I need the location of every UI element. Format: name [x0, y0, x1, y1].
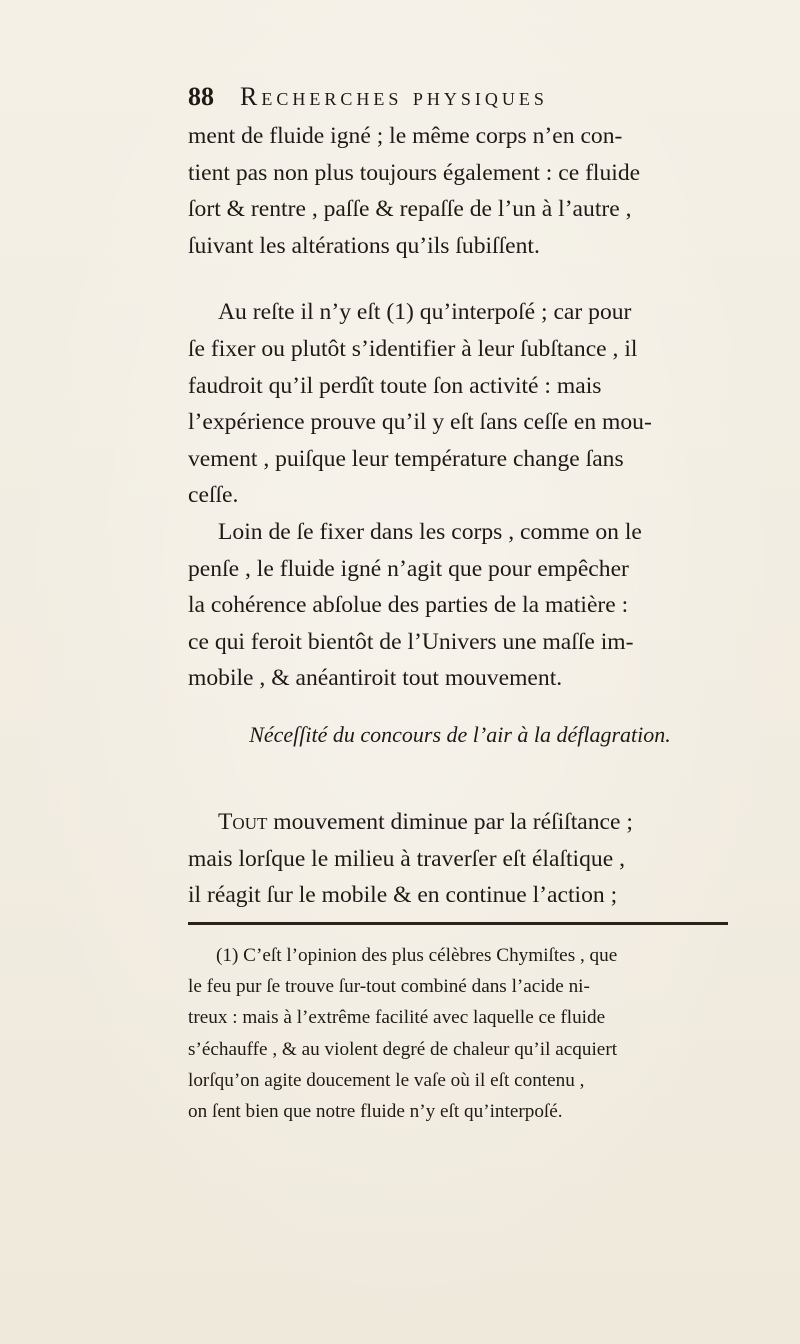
text-line: Au reſte il n’y eſt (1) qu’interpoſé ; car pour [218, 299, 632, 326]
paragraph-2 [188, 294, 728, 514]
footnote-line: (1) C’eſt l’opinion des plus célèbres Chymiſtes , que [216, 945, 618, 966]
text-line: ſort & rentre , paſſe & repaſſe de l’un à l’autre , [188, 196, 632, 223]
footnote-divider [188, 922, 728, 925]
text-line: vement , puiſque leur température change ſans [188, 445, 624, 472]
text-line: tient pas non plus toujours également : ce fluide [188, 159, 641, 186]
footnote [188, 940, 728, 1127]
footnote-line: s’échauffe , & au violent degré de chaleur qu’il acquiert [188, 1038, 618, 1060]
text-line: il réagit ſur le mobile & en continue l’action ; [188, 882, 618, 909]
text-line: la cohérence abſolue des parties de la matière : [188, 592, 629, 619]
paragraph-4 [188, 804, 728, 914]
text-line: l’expérience prouve qu’il y eſt ſans ceſſe en mou- [188, 409, 652, 436]
text-line: ceſſe. [188, 482, 239, 509]
text-line [188, 804, 728, 841]
section-heading: Néceſſité du concours de l’air à la déflagration. [249, 722, 671, 747]
text-line: ce qui feroit bientôt de l’Univers une maſſe im- [188, 628, 634, 655]
running-head: Recherches physiques [240, 82, 548, 111]
body-text [188, 118, 728, 697]
paragraph-3 [188, 514, 728, 697]
first-word: Tout [218, 809, 268, 835]
footnote-line: on ſent bien que notre fluide n’y eſt qu’interpoſé. [188, 1101, 563, 1123]
page-number: 88 [188, 82, 214, 111]
footnote-line: le feu pur ſe trouve ſur-tout combiné dans l’acide ni- [188, 976, 590, 998]
text-line: mobile , & anéantiroit tout mouvement. [188, 665, 563, 692]
text-line: ment de fluide igné ; le même corps n’en con- [188, 123, 623, 149]
text-line: ſe fixer ou plutôt s’identifier à leur ſubſtance , il [188, 335, 638, 362]
line-rest: mouvement diminue par la réſiſtance ; [267, 809, 633, 835]
text-line: faudroit qu’il perdît toute ſon activité : mais [188, 372, 602, 399]
text-line: penſe , le fluide igné n’agit que pour empêcher [188, 555, 629, 582]
text-line: ſuivant les altérations qu’ils ſubiſſent. [188, 232, 540, 259]
text-line: mais lorſque le milieu à traverſer eſt élaſtique , [188, 845, 625, 872]
footnote-line: treux : mais à l’extrême facilité avec laquelle ce fluide [188, 1007, 606, 1029]
page-header [188, 82, 658, 122]
paragraph-1 [188, 118, 728, 264]
text-line: Loin de ſe fixer dans les corps , comme on le [218, 518, 642, 545]
footnote-line: lorſqu’on agite doucement le vaſe où il eſt contenu , [188, 1069, 585, 1091]
